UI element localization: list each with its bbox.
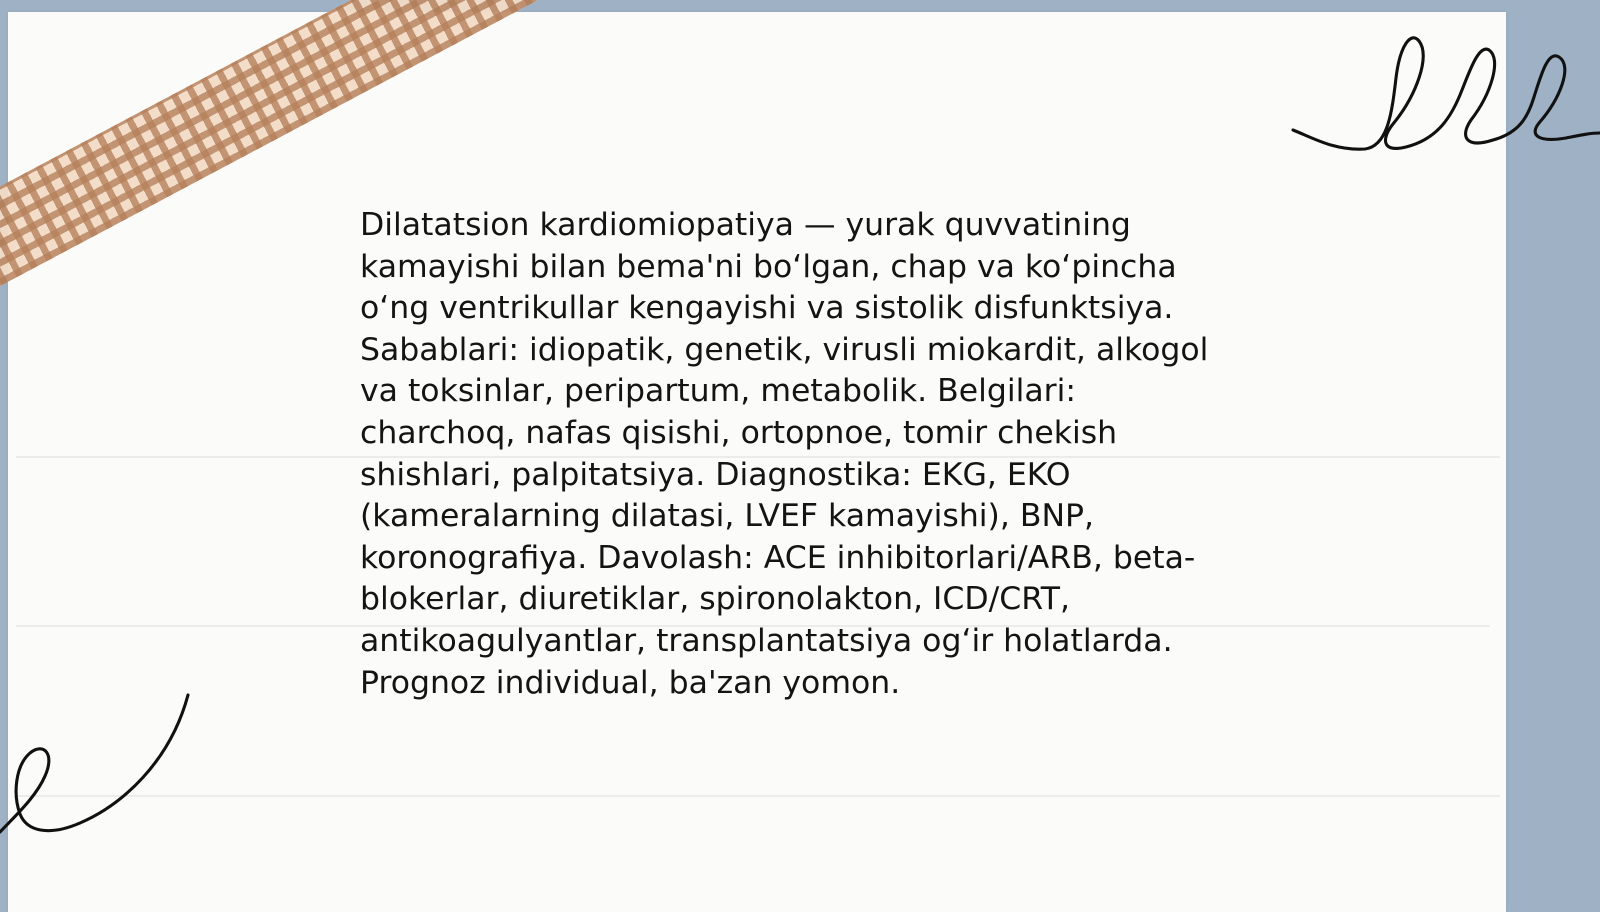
body-text: Dilatatsion kardiomiopatiya — yurak quvvatining kamayishi bilan bema'ni bo‘lgan, chap va ko‘pincha o‘ng ventrikullar kengayishi va sistolik disfunktsiya. Sabablari: idiopatik, genetik, virusli miokardit, alkogol va toksinlar, peripartum, metabolik. Belgilari: charchoq, nafas qisishi, ortopnoe, tomir chekish shishlari, palpitatsiya. Diagnostika: EKG, EKO (kameralarning dilatasi, LVEF kamayishi), BNP, koronografiya. Davolash: ACE inhibitorlari/ARB, beta- blokerlar, diuretiklar, spironolakton, ICD/CRT, antikoagulyantlar, transplantatsiya og‘ir holatlarda. Prognoz individual, ba'zan yomon. <box>360 207 1209 701</box>
paper-rule-line <box>16 795 1500 797</box>
curl-scribble-doodle-icon <box>0 695 205 855</box>
loop-scribble-doodle-icon <box>1290 32 1600 162</box>
